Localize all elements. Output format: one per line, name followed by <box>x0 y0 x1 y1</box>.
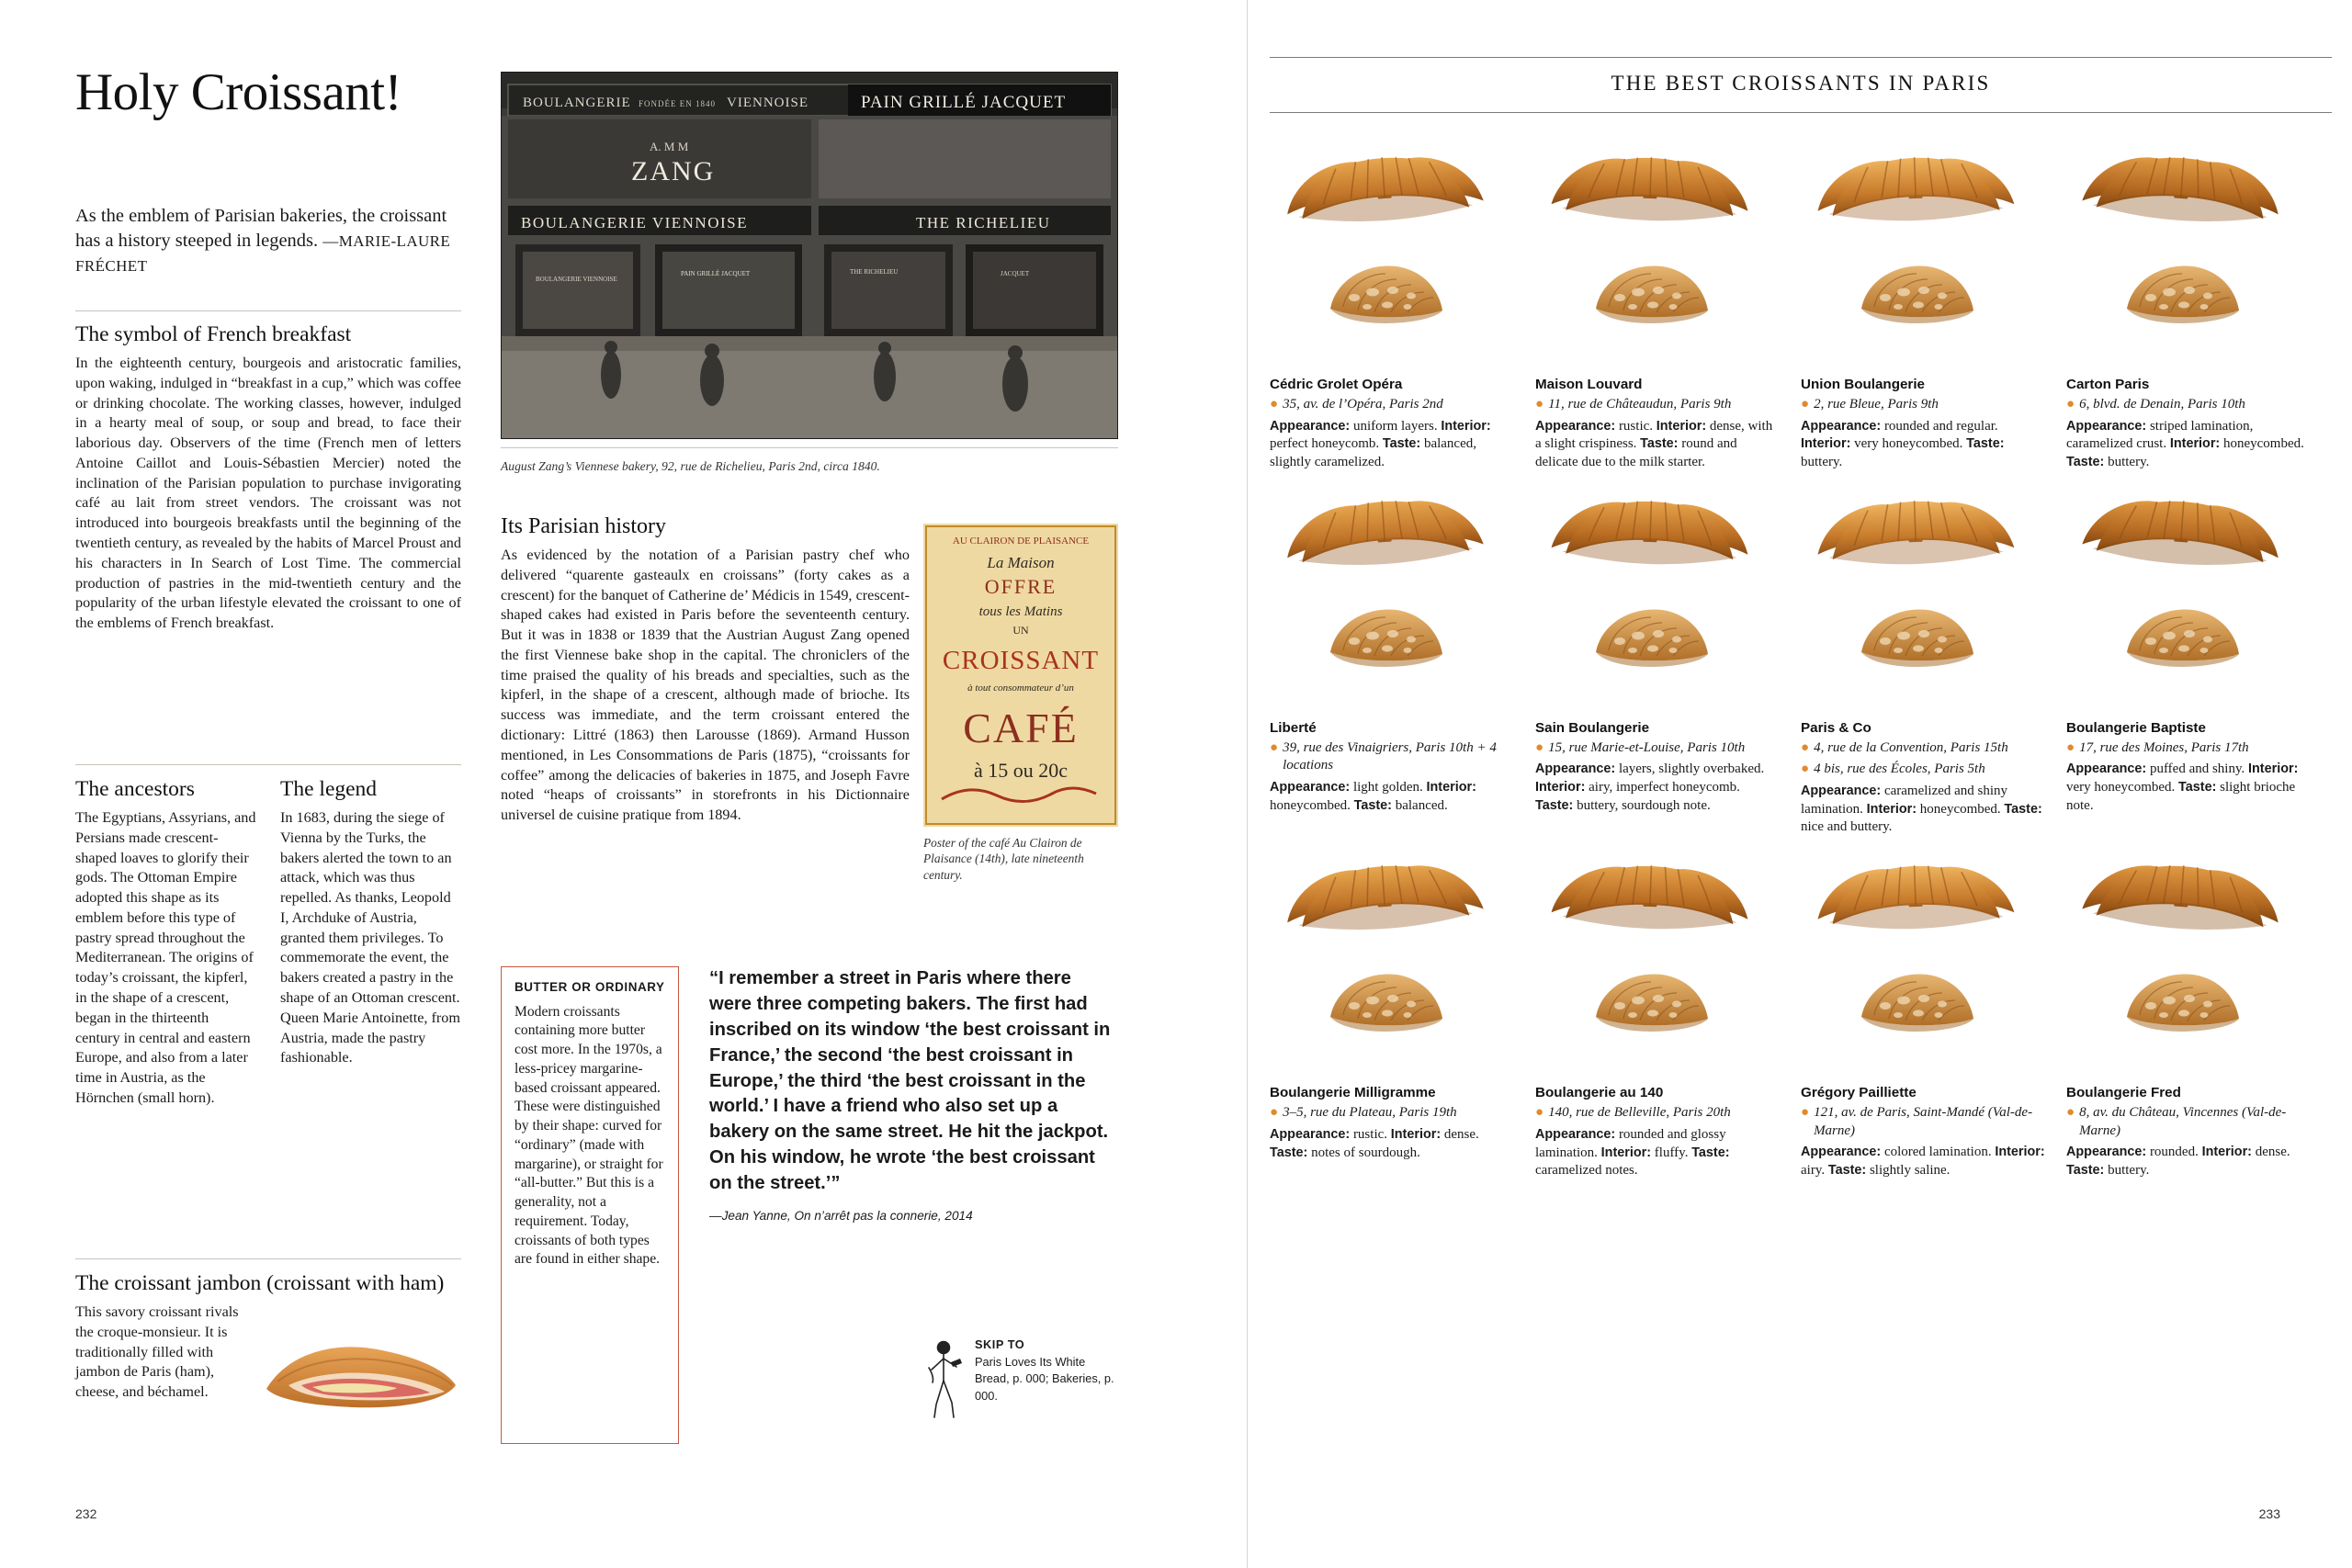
label-interior: Interior: <box>1656 418 1707 434</box>
label-appearance: Appearance: <box>2066 761 2147 777</box>
croissant-card <box>1801 837 2066 1180</box>
svg-text:BOULANGERIE VIENNOISE: BOULANGERIE VIENNOISE <box>521 214 748 231</box>
croissant-description: Appearance: rustic. Interior: dense, with a slight crispiness. Taste: round and delicate due to the milk starter. <box>1535 418 1773 470</box>
croissant-illustration <box>2066 837 2312 1085</box>
label-taste: Taste: <box>1640 436 1679 452</box>
butterbox-body: Modern croissants containing more butter cost more. In the 1970s, a less-pricey margarine-based croissant appeared. These were distinguished by their shape: curved for “ordinary” (made with margarine), or straight for “all-butter.” But this is a generality, not a requirement. Today, croissants of both types are found in either shape. <box>514 1003 663 1268</box>
svg-text:BOULANGERIE VIENNOISE: BOULANGERIE VIENNOISE <box>536 276 617 283</box>
column-ancestors <box>75 777 256 1109</box>
croissant-illustration <box>1535 129 1781 377</box>
svg-text:CROISSANT: CROISSANT <box>942 646 1100 675</box>
label-taste: Taste: <box>1382 436 1421 452</box>
bakery-address <box>1801 739 2046 758</box>
croissant-card <box>1270 472 1535 837</box>
location-pin-icon: ● <box>2066 739 2075 755</box>
pull-quote <box>709 966 1118 1223</box>
bakery-name: Union Boulangerie <box>1801 377 1926 392</box>
bakery-address-text: 8, av. du Château, Vincennes (Val-de-Marne) <box>2079 1105 2287 1138</box>
bakery-address <box>1535 1104 1781 1122</box>
page-title: Holy Croissant! <box>75 63 402 121</box>
bakery-address-text: 4, rue de la Convention, Paris 15th <box>1814 739 2008 755</box>
svg-text:OFFRE: OFFRE <box>984 575 1057 598</box>
deck-byline: —MARIE-LAURE FRÉCHET <box>75 232 451 276</box>
location-pin-icon: ● <box>1801 739 1810 755</box>
label-appearance: Appearance: <box>1535 761 1616 777</box>
bakery-address-text: 35, av. de l’Opéra, Paris 2nd <box>1283 397 1443 412</box>
right-page <box>1250 0 2352 1568</box>
poster-caption: Poster of the café Au Clairon de Plaisance (14th), late nineteenth century. <box>923 836 1084 882</box>
croissant-illustration <box>1801 129 2046 377</box>
bakery-name: Grégory Pailliette <box>1801 1085 1917 1101</box>
bakery-address-text: 140, rue de Belleville, Paris 20th <box>1548 1105 1731 1121</box>
svg-text:FONDÉE EN 1840: FONDÉE EN 1840 <box>639 99 716 108</box>
label-appearance: Appearance: <box>2066 1145 2147 1160</box>
croissant-row <box>1270 837 2332 1180</box>
croissant-card <box>1535 837 1801 1180</box>
croissant-illustration <box>2066 472 2312 720</box>
croissant-description: Appearance: rustic. Interior: dense. Taste: notes of sourdough. <box>1270 1126 1479 1160</box>
label-taste: Taste: <box>1353 797 1392 813</box>
croissant-description: Appearance: caramelized and shiny lamination. Interior: honeycombed. Taste: nice and buttery. <box>1801 783 2042 835</box>
label-interior: Interior: <box>1801 436 1851 452</box>
croissant-description: Appearance: rounded. Interior: dense. Taste: buttery. <box>2066 1145 2290 1179</box>
column-legend <box>280 777 461 1109</box>
bakery-address <box>1801 396 2046 414</box>
page-divider <box>1247 0 1248 1568</box>
croissant-description: Appearance: colored lamination. Interior: airy. Taste: slightly saline. <box>1801 1145 2045 1179</box>
label-interior: Interior: <box>1995 1145 2045 1160</box>
label-taste: Taste: <box>1535 797 1574 813</box>
bakery-name: Maison Louvard <box>1535 377 1643 392</box>
label-interior: Interior: <box>1600 1145 1652 1160</box>
location-pin-icon: ● <box>1270 397 1279 412</box>
label-taste: Taste: <box>2178 780 2217 795</box>
bakery-name: Boulangerie au 140 <box>1535 1085 1664 1101</box>
label-interior: Interior: <box>1390 1126 1442 1142</box>
historic-bakery-photo <box>501 72 1118 439</box>
label-taste: Taste: <box>1966 436 2005 452</box>
divider <box>1270 112 2332 113</box>
croissant-row <box>1270 472 2332 837</box>
croissant-card <box>2066 837 2332 1180</box>
photo-caption: August Zang’s Viennese bakery, 92, rue de Richelieu, Paris 2nd, circa 1840. <box>501 459 880 473</box>
croissant-jambon-photo <box>261 1325 461 1426</box>
label-appearance: Appearance: <box>1270 1126 1351 1142</box>
bakery-address <box>1270 739 1515 775</box>
folio-left: 232 <box>75 1506 97 1521</box>
croissant-illustration <box>1270 472 1515 720</box>
bakery-address-text: 39, rue des Vinaigriers, Paris 10th + 4 locations <box>1283 739 1497 773</box>
label-appearance: Appearance: <box>1801 418 1882 434</box>
bakery-address-text: 4 bis, rue des Écoles, Paris 5th <box>1814 761 1985 777</box>
svg-text:JACQUET: JACQUET <box>1001 270 1030 277</box>
bakery-address <box>1270 396 1515 414</box>
pull-quote-text: “I remember a street in Paris where there were three competing bakers. The first had inscribed on its window ‘the best croissant in France,’ the second ‘the best croissant in Europe,’ the third ‘the best croissant in the world.’ I have a friend who also set up a bakery on the same street. He hit the jackpot. On his window, he wrote ‘the best croissant on the street.’” <box>709 968 1111 1193</box>
section-history-heading: Its Parisian history <box>501 514 666 538</box>
location-pin-icon: ● <box>2066 397 2075 412</box>
location-pin-icon: ● <box>1801 761 1810 777</box>
croissant-grid <box>1270 129 2332 1180</box>
croissant-illustration <box>1801 837 2046 1085</box>
croissant-card <box>1535 472 1801 837</box>
bakery-name: Boulangerie Milligramme <box>1270 1085 1436 1101</box>
bakery-address-text: 15, rue Marie-et-Louise, Paris 10th <box>1548 739 1746 755</box>
divider <box>75 764 461 765</box>
skip-to-refs: Paris Loves Its White Bread, p. 000; Bakeries, p. 000. <box>975 1354 1114 1403</box>
bakery-name: Paris & Co <box>1801 719 1871 736</box>
label-appearance: Appearance: <box>1270 418 1351 434</box>
croissant-illustration <box>1801 472 2046 720</box>
pull-quote-attribution: —Jean Yanne, On n’arrêt pas la connerie, 2014 <box>709 1208 973 1223</box>
bakery-name: Boulangerie Baptiste <box>2066 719 2206 736</box>
bakery-address <box>2066 396 2312 414</box>
bakery-name: Carton Paris <box>2066 377 2150 392</box>
bakery-address <box>1535 396 1781 414</box>
croissant-description: Appearance: rounded and glossy lamination. Interior: fluffy. Taste: caramelized notes. <box>1535 1126 1730 1179</box>
location-pin-icon: ● <box>1535 1105 1544 1121</box>
folio-right: 233 <box>2258 1506 2280 1521</box>
section-symbol <box>75 310 461 634</box>
bakery-address-text: 11, rue de Châteaudun, Paris 9th <box>1548 397 1732 412</box>
croissant-illustration <box>1270 129 1515 377</box>
section-jambon <box>75 1258 461 1403</box>
bakery-address <box>1801 761 2046 779</box>
location-pin-icon: ● <box>1801 397 1810 412</box>
croissant-card <box>2066 472 2332 837</box>
section-legend-body: In 1683, during the siege of Vienna by the Turks, the bakers alerted the town to an attack, which was thus repelled. As thanks, Leopold I, Archduke of Austria, granted them privileges. To commemorate the event, the bakers created a pastry in the shape of an Ottoman crescent. Queen Marie Antoinette, from Austria, made the pastry fashionable. <box>280 809 460 1066</box>
location-pin-icon: ● <box>1535 397 1544 412</box>
svg-text:ZANG: ZANG <box>631 156 716 186</box>
label-interior: Interior: <box>2201 1145 2252 1160</box>
label-appearance: Appearance: <box>2066 418 2147 434</box>
svg-text:BOULANGERIE: BOULANGERIE <box>523 96 631 110</box>
section-legend-heading: The legend <box>280 777 378 801</box>
svg-text:tous les Matins: tous les Matins <box>978 604 1063 619</box>
label-interior: Interior: <box>2169 436 2221 452</box>
svg-text:à 15 ou 20c: à 15 ou 20c <box>973 759 1069 782</box>
croissant-illustration <box>1535 837 1781 1085</box>
section-ancestors-body: The Egyptians, Assyrians, and Persians made crescent-shaped loaves to glorify their gods. The Ottoman Empire adopted this shape as its emblem before this type of pastry spread throughout the Mediterranean. The origins of today’s croissant, the kipferl, in the shape of a crescent, began in the thirteenth century in central and eastern Europe, and also from a later time in Austria, as the Hörnchen (small horn). <box>75 809 256 1106</box>
bakery-name: Sain Boulangerie <box>1535 719 1650 736</box>
label-taste: Taste: <box>2066 1163 2105 1179</box>
divider <box>75 310 461 311</box>
label-appearance: Appearance: <box>1801 1145 1882 1160</box>
label-taste: Taste: <box>1691 1145 1730 1160</box>
bakery-address <box>2066 1104 2312 1140</box>
croissant-description: Appearance: puffed and shiny. Interior: very honeycombed. Taste: slight brioche note. <box>2066 761 2299 813</box>
croissant-row <box>1270 129 2332 472</box>
location-pin-icon: ● <box>1270 1105 1279 1121</box>
svg-text:A. M M: A. M M <box>650 140 689 153</box>
bakery-address <box>1270 1104 1515 1122</box>
right-page-title: THE BEST CROISSANTS IN PARIS <box>1611 72 1991 95</box>
svg-text:AU CLAIRON DE PLAISANCE: AU CLAIRON DE PLAISANCE <box>952 536 1090 547</box>
divider <box>1270 57 2332 58</box>
section-ancestors-legend <box>75 764 461 1109</box>
butterbox-title: BUTTER OR ORDINARY <box>514 980 665 994</box>
croissant-card <box>1270 837 1535 1180</box>
label-taste: Taste: <box>1827 1163 1867 1179</box>
label-interior: Interior: <box>1441 418 1491 434</box>
croissant-card <box>1801 472 2066 837</box>
croissant-illustration <box>1270 837 1515 1085</box>
svg-text:PAIN GRILLÉ JACQUET: PAIN GRILLÉ JACQUET <box>681 270 751 277</box>
walking-person-icon <box>923 1337 964 1421</box>
location-pin-icon: ● <box>1535 739 1544 755</box>
section-symbol-body: In the eighteenth century, bourgeois and aristocratic families, upon waking, indulged in “breakfast in a cup,” which was coffee or drinking chocolate. The working classes, however, indulged in a hearty meal of soup, or soup and bread, to face their laborious day. Observers of the time (French men of letters Antoine Caillot and Louis-Sébastien Mercier) noted the inclination of the Parisian population to purchase invigorating café au lait from street vendors. The croissant was not introduced into bourgeois breakfasts until the beginning of the twentieth century, as revealed by the habits of Marcel Proust and his characters in In Search of Lost Time. The commercial production of pastries in the mid-twentieth century and the popularity of the urban lifestyle elevated the croissant to one of the emblems of French breakfast. <box>75 355 461 632</box>
label-interior: Interior: <box>1866 801 1917 817</box>
svg-text:VIENNOISE: VIENNOISE <box>727 96 808 110</box>
svg-text:CAFÉ: CAFÉ <box>963 705 1079 751</box>
bakery-address <box>1535 739 1781 758</box>
bakery-address-text: 3–5, rue du Plateau, Paris 19th <box>1283 1105 1457 1121</box>
deck-text: As the emblem of Parisian bakeries, the croissant has a history steeped in legends. <box>75 206 447 252</box>
croissant-card <box>2066 129 2332 472</box>
skip-to-text-wrap <box>975 1337 1118 1404</box>
section-jambon-heading: The croissant jambon (croissant with ham) <box>75 1271 445 1295</box>
croissant-description: Appearance: layers, slightly overbaked. Interior: airy, imperfect honeycomb. Taste: buttery, sourdough note. <box>1535 761 1765 813</box>
label-appearance: Appearance: <box>1535 418 1616 434</box>
svg-text:à tout consommateur d’un: à tout consommateur d’un <box>967 682 1074 694</box>
croissant-description: Appearance: uniform layers. Interior: perfect honeycomb. Taste: balanced, slightly caramelized. <box>1270 418 1491 470</box>
label-taste: Taste: <box>1270 1145 1308 1160</box>
section-symbol-heading: The symbol of French breakfast <box>75 322 352 346</box>
bakery-name: Cédric Grolet Opéra <box>1270 377 1403 392</box>
svg-text:THE RICHELIEU: THE RICHELIEU <box>850 268 899 276</box>
skip-to-label: SKIP TO <box>975 1337 1025 1351</box>
bakery-address-text: 2, rue Bleue, Paris 9th <box>1814 397 1939 412</box>
croissant-card <box>1270 129 1535 472</box>
croissant-card <box>1801 129 2066 472</box>
section-jambon-body: This savory croissant rivals the croque-monsieur. It is traditionally filled with jambon de Paris (ham), cheese, and béchamel. <box>75 1303 239 1401</box>
label-appearance: Appearance: <box>1270 779 1351 795</box>
bakery-address <box>1801 1104 2046 1140</box>
divider <box>75 1258 461 1259</box>
croissant-description: Appearance: rounded and regular. Interior: very honeycombed. Taste: buttery. <box>1801 418 2005 470</box>
croissant-card <box>1535 129 1801 472</box>
bakery-address-text: 6, blvd. de Denain, Paris 10th <box>2079 397 2245 412</box>
svg-text:THE RICHELIEU: THE RICHELIEU <box>916 214 1051 231</box>
croissant-illustration <box>1535 472 1781 720</box>
skip-to-block <box>923 1337 1118 1421</box>
label-taste: Taste: <box>2066 455 2105 470</box>
label-appearance: Appearance: <box>1801 783 1882 798</box>
deck <box>75 204 461 278</box>
label-interior: Interior: <box>2248 761 2299 777</box>
svg-text:PAIN GRILLÉ JACQUET: PAIN GRILLÉ JACQUET <box>861 93 1067 112</box>
vintage-poster <box>923 524 1118 883</box>
croissant-illustration <box>2066 129 2312 377</box>
croissant-description: Appearance: light golden. Interior: honeycombed. Taste: balanced. <box>1270 779 1476 813</box>
location-pin-icon: ● <box>1270 739 1279 755</box>
label-interior: Interior: <box>1426 779 1476 795</box>
location-pin-icon: ● <box>2066 1105 2075 1121</box>
section-history-body: As evidenced by the notation of a Parisian pastry chef who delivered “quarente gasteaulx en croissans” (forty cakes as a crescent) for the banquet of Catherine de’ Médicis in 1549, crescent-shaped cakes had existed in Paris before the seventeenth century. But it was in 1838 or 1839 that the Austrian August Zang opened the first Viennese bake shop in the capital. The chroniclers of the time praised the quality of his breads and specialties, such as the kipferl, in the shape of a crescent, although made of brioche. Its success was immediate, and the term croissant entered the dictionary: Littré (1863) then Larousse (1869). Armand Husson mentioned, in Les Consommations de Paris (1875), “croissants for coffee” among the delicacies of bakeries in 1875, and Joseph Favre noted “heaps of croissants” in storefronts in his Dictionnaire universel de cuisine pratique from 1894. <box>501 547 910 824</box>
bakery-address <box>2066 739 2312 758</box>
label-interior: Interior: <box>1535 780 1586 795</box>
sidebar-butter-or-ordinary <box>501 966 679 1444</box>
svg-text:La Maison: La Maison <box>987 554 1055 571</box>
svg-text:UN: UN <box>1012 624 1029 637</box>
bakery-address-text: 121, av. de Paris, Saint-Mandé (Val-de-Marne) <box>1814 1105 2033 1138</box>
divider <box>501 447 1118 448</box>
label-taste: Taste: <box>2004 801 2042 817</box>
bakery-name: Boulangerie Fred <box>2066 1085 2181 1101</box>
location-pin-icon: ● <box>1801 1105 1810 1121</box>
section-history <box>501 514 910 826</box>
section-ancestors-heading: The ancestors <box>75 777 195 801</box>
label-appearance: Appearance: <box>1535 1126 1616 1142</box>
croissant-description: Appearance: striped lamination, caramelized crust. Interior: honeycombed. Taste: buttery. <box>2066 418 2304 470</box>
bakery-address-text: 17, rue des Moines, Paris 17th <box>2079 739 2249 755</box>
bakery-name: Liberté <box>1270 719 1317 736</box>
